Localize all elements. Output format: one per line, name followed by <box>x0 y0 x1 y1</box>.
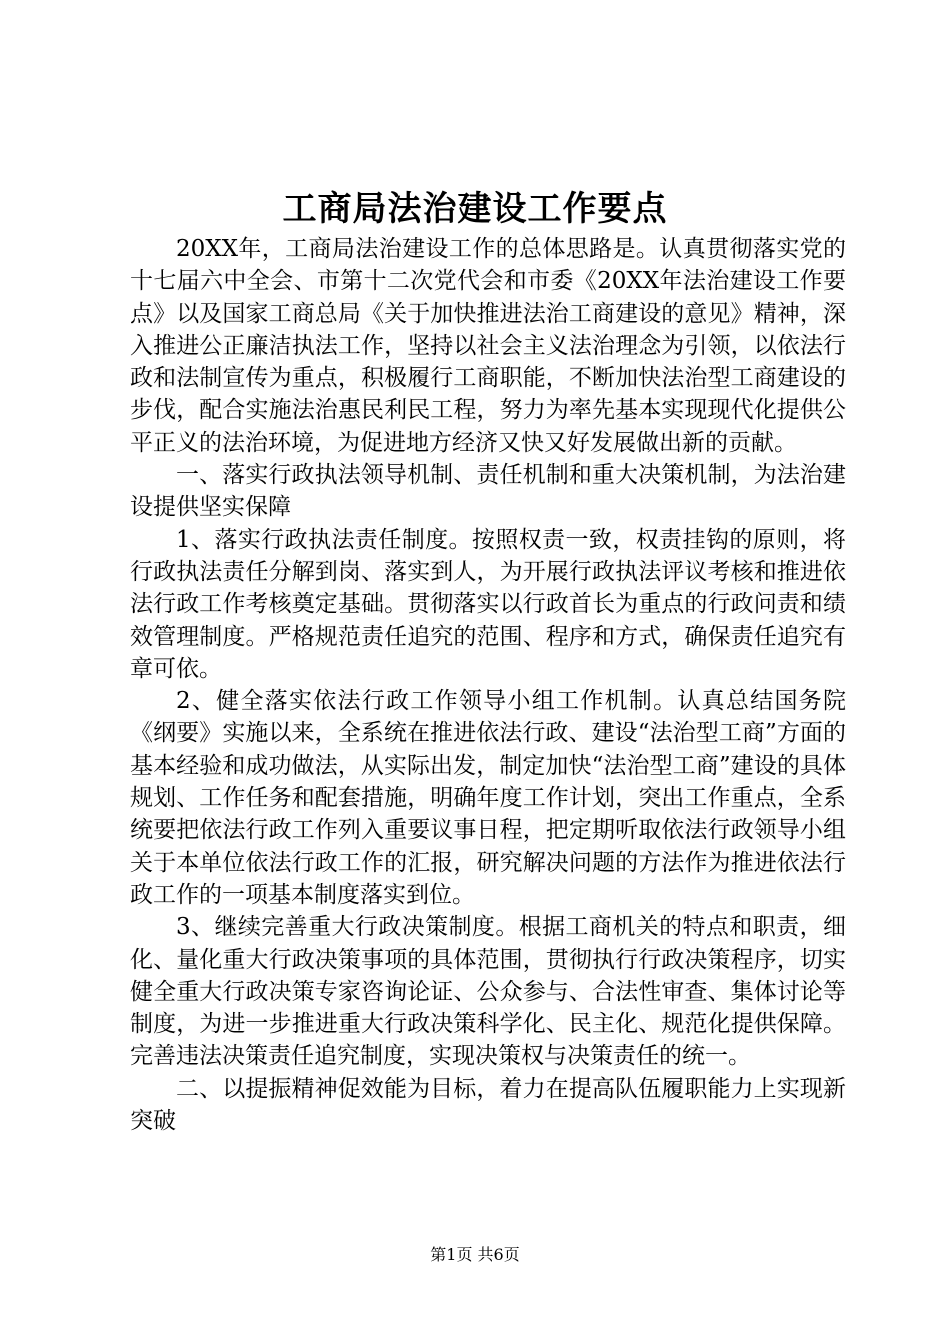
paragraph-item-3: 3、继续完善重大行政决策制度。根据工商机关的特点和职责，细化、量化重大行政决策事项的具体范围，贯彻执行行政决策程序，切实健全重大行政决策专家咨询论证、公众参与、合法性审查、集体讨论等制度，为进一步推进重大行政决策科学化、民主化、规范化提供保障。完善违法决策责任追究制度，实现决策权与决策责任的统一。 <box>130 914 846 1070</box>
document-title: 工商局法治建设工作要点 <box>282 189 668 229</box>
paragraph-intro: 20XX年，工商局法治建设工作的总体思路是。认真贯彻落实党的十七届六中全会、市第十二次党代会和市委《20XX年法治建设工作要点》以及国家工商总局《关于加快推进法治工商建设的意见》精神，深入推进公正廉洁执法工作，坚持以社会主义法治理念为引领，以依法行政和法制宣传为重点，积极履行工商职能，不断加快法治型工商建设的步伐，配合实施法治惠民利民工程，努力为率先基本实现现代化提供公平正义的法治环境，为促进地方经济又快又好发展做出新的贡献。 <box>130 236 846 456</box>
paragraph-item-1: 1、落实行政执法责任制度。按照权责一致，权责挂钩的原则，将行政执法责任分解到岗、落实到人，为开展行政执法评议考核和推进依法行政工作考核奠定基础。贯彻落实以行政首长为重点的行政问责和绩效管理制度。严格规范责任追究的范围、程序和方式，确保责任追究有章可依。 <box>130 526 846 682</box>
paragraph-item-2: 2、健全落实依法行政工作领导小组工作机制。认真总结国务院《纲要》实施以来，全系统在推进依法行政、建设“法治型工商”方面的基本经验和成功做法，从实际出发，制定加快“法治型工商”建设的具体规划、工作任务和配套措施，明确年度工作计划，突出工作重点，全系统要把依法行政工作列入重要议事日程，把定期听取依法行政领导小组关于本单位依法行政工作的汇报，研究解决问题的方法作为推进依法行政工作的一项基本制度落实到位。 <box>130 688 846 908</box>
section-heading-2: 二、以提振精神促效能为目标，着力在提高队伍履职能力上实现新突破 <box>130 1075 846 1135</box>
section-heading-1: 一、落实行政执法领导机制、责任机制和重大决策机制，为法治建设提供坚实保障 <box>130 462 846 521</box>
document-body <box>130 233 846 1137</box>
page-number-footer: 第1页 共6页 <box>430 1245 520 1264</box>
